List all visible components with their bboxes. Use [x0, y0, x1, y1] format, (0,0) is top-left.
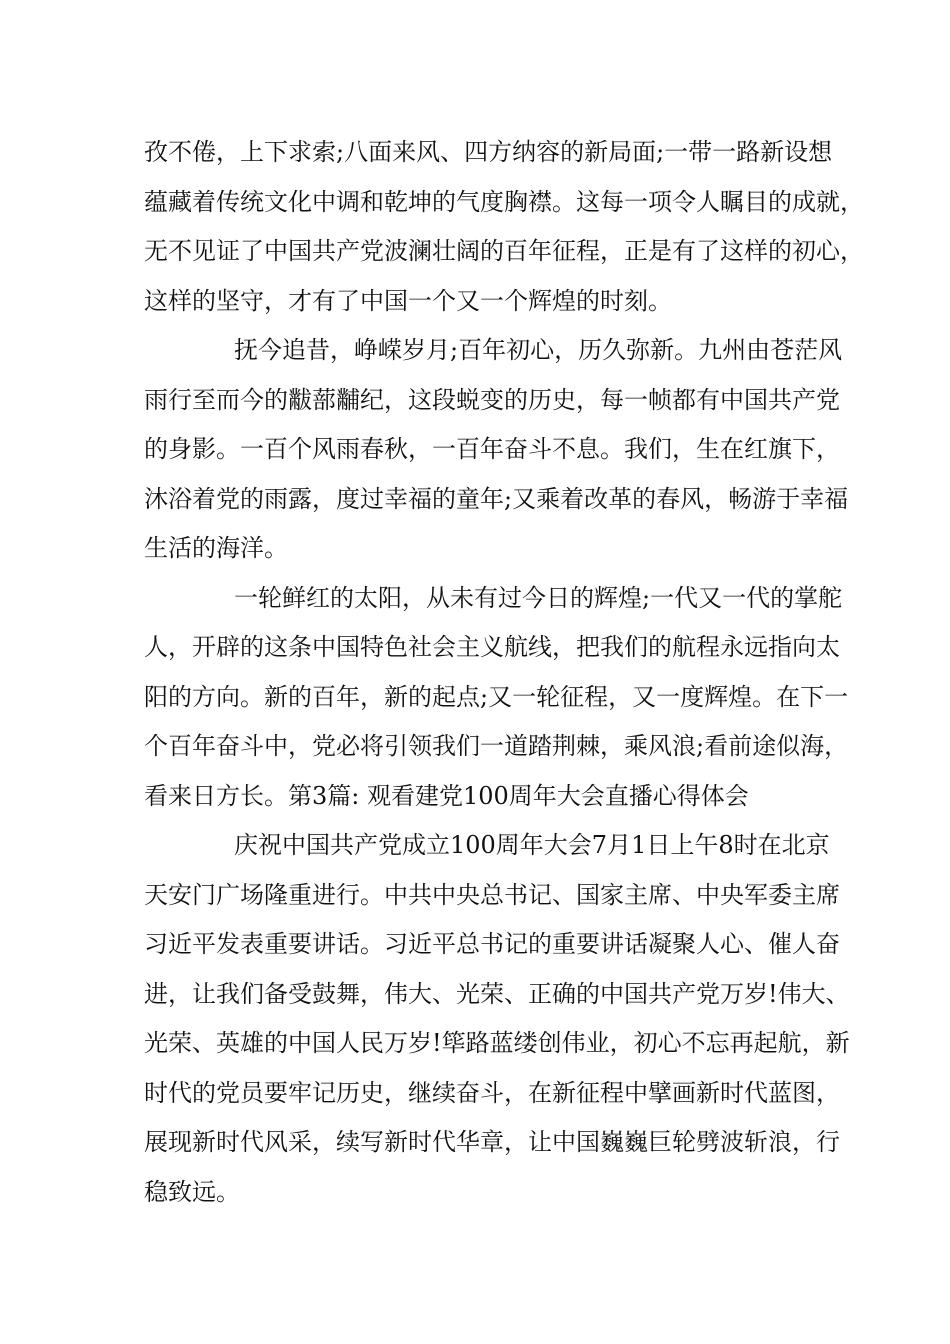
text-line: 稳致远。 — [144, 1177, 240, 1206]
text-line: 生活的海洋。 — [144, 534, 288, 562]
text-line: 进，让我们备受鼓舞，伟大、光荣、正确的中国共产党万岁!伟大、 — [144, 979, 850, 1008]
text-line: 人，开辟的这条中国特色社会主义航线，把我们的航程永远指向太 — [144, 633, 840, 661]
text-line: 时代的党员要牢记历史，继续奋斗，在新征程中擘画新时代蓝图， — [144, 1078, 840, 1107]
document-body — [144, 128, 864, 1217]
text-line: 雨行至而今的黻蔀黼纪，这段蜕变的历史，每一帧都有中国共产党 — [144, 385, 840, 414]
text-line: 看来日方长。第3篇: 观看建党100周年大会直播心得体会 — [144, 781, 749, 810]
text-line: 庆祝中国共产党成立100周年大会7月1日上午8时在北京 — [234, 831, 830, 859]
text-line: 无不见证了中国共产党波澜壮阔的百年征程，正是有了这样的初心， — [144, 237, 864, 265]
paragraph-3 — [144, 574, 849, 822]
text-line: 一轮鲜红的太阳，从未有过今日的辉煌;一代又一代的掌舵 — [234, 583, 843, 612]
text-line: 沐浴着党的雨露，度过幸福的童年;又乘着改革的春风，畅游于幸福 — [144, 484, 849, 513]
text-line: 光荣、英雄的中国人民万岁!筚路蓝缕创伟业，初心不忘再起航，新 — [144, 1029, 850, 1057]
paragraph-4 — [144, 821, 850, 1217]
text-line: 抚今追昔，峥嵘岁月;百年初心，历久弥新。九州由苍茫风 — [234, 336, 843, 364]
text-line: 个百年奋斗中，党必将引领我们一道踏荆棘，乘风浪;看前途似海， — [144, 732, 849, 760]
text-line: 蕴藏着传统文化中调和乾坤的气度胸襟。这每一项令人瞩目的成就， — [144, 187, 864, 216]
text-line: 天安门广场隆重进行。中共中央总书记、国家主席、中央军委主席 — [144, 880, 840, 909]
text-line: 的身影。一百个风雨春秋，一百年奋斗不息。我们，生在红旗下， — [144, 435, 840, 463]
text-line: 阳的方向。新的百年，新的起点;又一轮征程，又一度辉煌。在下一 — [144, 682, 849, 711]
text-line: 孜不倦，上下求索;八面来风、四方纳容的新局面;一带一路新设想 — [144, 138, 833, 166]
text-line: 这样的坚守，才有了中国一个又一个辉煌的时刻。 — [144, 286, 672, 315]
paragraph-2 — [144, 326, 849, 574]
text-line: 习近平发表重要讲话。习近平总书记的重要讲话凝聚人心、催人奋 — [144, 930, 840, 958]
paragraph-1 — [144, 128, 864, 326]
text-line: 展现新时代风采，续写新时代华章，让中国巍巍巨轮劈波斩浪，行 — [144, 1128, 840, 1156]
